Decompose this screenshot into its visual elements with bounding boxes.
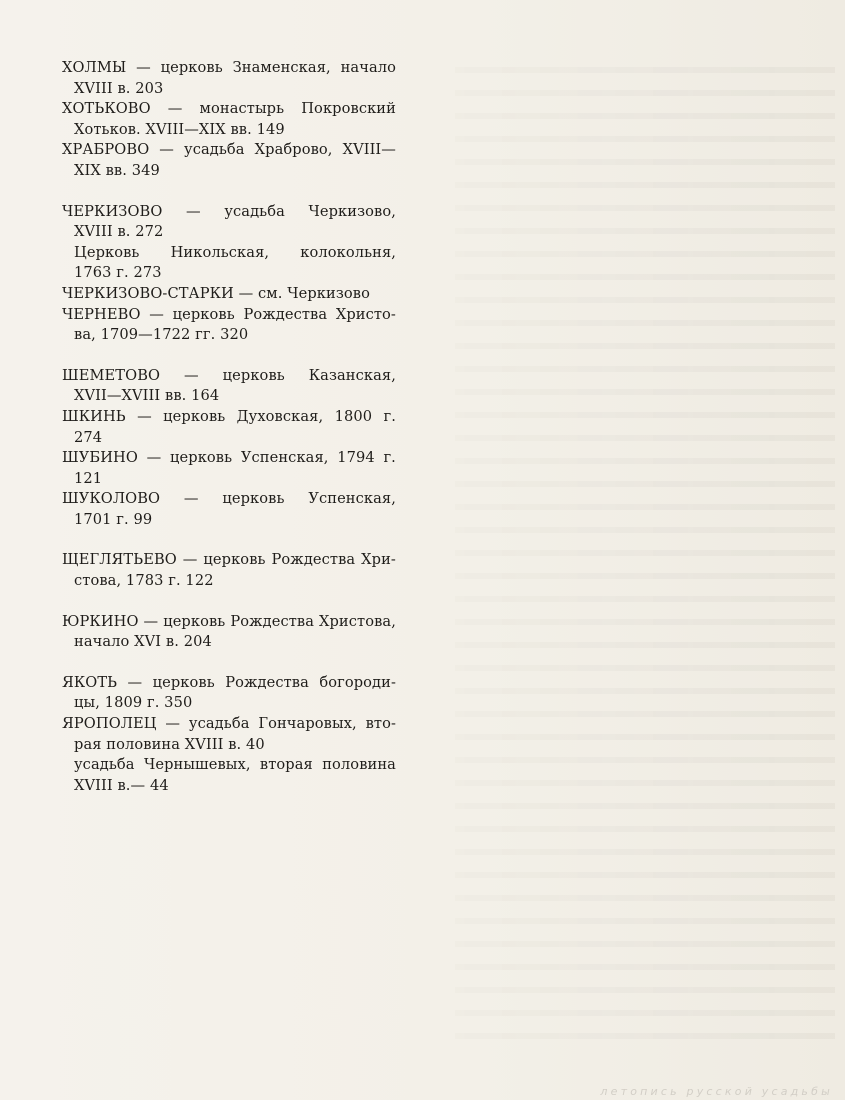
watermark: летопись русской усадьбы (600, 1085, 833, 1098)
section-gap (62, 182, 396, 202)
index-entry (62, 407, 396, 448)
section-gap (62, 592, 396, 612)
section-gap (62, 530, 396, 550)
entry-line: цы, 1809 г. 350 (74, 694, 193, 712)
entry-line: XVIII в.— 44 (74, 776, 169, 794)
entry-line: 1763 г. 273 (74, 264, 162, 282)
index-entry (62, 140, 396, 181)
entry-line: XVIII в. 272 (74, 223, 164, 241)
entry-line: рая половина XVIII в. 40 (74, 735, 265, 753)
index-entry (62, 550, 396, 591)
index-entry (62, 202, 396, 284)
entry-line: ШЕМЕТОВО — церковь Казанская, (62, 366, 396, 384)
entry-line: ХРАБРОВО — усадьба Храброво, XVIII— (62, 141, 396, 159)
index-entry (62, 489, 396, 530)
entry-line: начало XVI в. 204 (74, 633, 212, 651)
index-entry (62, 99, 396, 140)
entry-line: XIX вв. 349 (74, 161, 160, 179)
index-entry (62, 448, 396, 489)
index-entry (62, 612, 396, 653)
index-entry (62, 714, 396, 796)
index-entry (62, 58, 396, 99)
entry-line: XVII—XVIII вв. 164 (74, 387, 220, 405)
section-gap (62, 653, 396, 673)
entry-line: ШКИНЬ — церковь Духовская, 1800 г. (62, 407, 396, 425)
entry-line: ХОТЬКОВО — монастырь Покровский (62, 100, 396, 118)
section-gap (62, 346, 396, 366)
entry-line: XVIII в. 203 (74, 79, 164, 97)
index-entry (62, 305, 396, 346)
entry-line: стова, 1783 г. 122 (74, 572, 214, 590)
entry-line: ЧЕРНЕВО — церковь Рождества Христо- (62, 305, 396, 323)
bleed-through-text (455, 55, 835, 1045)
index-entry (62, 673, 396, 714)
place-index (62, 58, 396, 796)
index-entry (62, 366, 396, 407)
entry-line: ЧЕРКИЗОВО-СТАРКИ — см. Черкизово (62, 284, 370, 302)
entry-line: 274 (74, 428, 103, 446)
index-entry (62, 284, 396, 305)
entry-line: ЯРОПОЛЕЦ — усадьба Гончаровых, вто- (62, 715, 396, 733)
entry-line: ШУКОЛОВО — церковь Успенская, (62, 490, 396, 508)
entry-line: ЯКОТЬ — церковь Рождества богороди- (62, 673, 396, 691)
entry-line: ЮРКИНО — церковь Рождества Христова, (62, 612, 396, 630)
entry-line: Церковь Никольская, колокольня, (74, 243, 396, 261)
entry-line: 1701 г. 99 (74, 510, 153, 528)
entry-line: ва, 1709—1722 гг. 320 (74, 326, 249, 344)
entry-line: усадьба Чернышевых, вторая половина (74, 756, 396, 774)
entry-line: 121 (74, 469, 103, 487)
entry-line: ХОЛМЫ — церковь Знаменская, начало (62, 59, 396, 76)
entry-line: ЧЕРКИЗОВО — усадьба Черкизово, (62, 202, 396, 220)
entry-line: ЩЕГЛЯТЬЕВО — церковь Рождества Хри- (62, 551, 396, 569)
entry-line: Хотьков. XVIII—XIX вв. 149 (74, 120, 285, 138)
entry-line: ШУБИНО — церковь Успенская, 1794 г. (62, 449, 396, 467)
